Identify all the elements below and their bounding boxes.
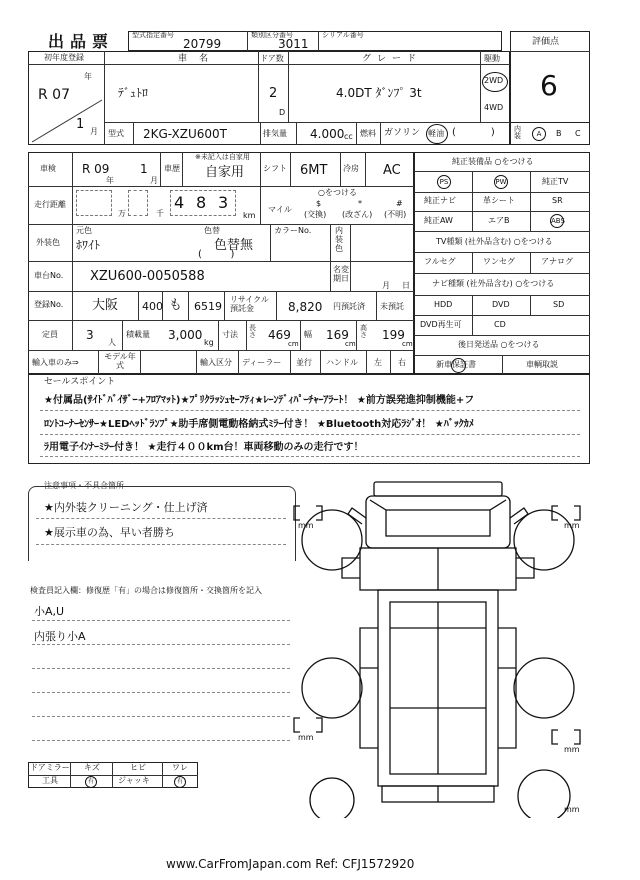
length-label: 長さ	[249, 324, 256, 339]
mileage-man: 万	[118, 209, 126, 218]
grade-value: 4.0DT ﾀﾞﾝﾌﾟ 3t	[336, 86, 422, 100]
new-car-warranty: 新車保証書	[436, 360, 476, 369]
shift-label: シフト	[263, 164, 287, 173]
vehicle-manual: 車輌取説	[526, 360, 558, 369]
width-value: 169	[326, 328, 349, 342]
equip-leather: 革シート	[483, 196, 515, 205]
class-number-label: 類別区分番号	[251, 31, 293, 39]
tire-unit-front-left: mm	[298, 521, 314, 530]
mile-label: マイル	[268, 205, 292, 214]
color-paren: ( )	[198, 249, 235, 260]
equip-pw: PW	[494, 175, 508, 189]
first-reg-month: 1	[76, 117, 85, 132]
sales-line-1: ★付属品(ｻｲﾄﾞﾊﾞｲｻﾞｰ+ﾌﾛｱﾏｯﾄ)★ﾌﾟﾘｸﾗｯｼｭｾｰﾌﾃｨ★ﾚｰﾝﾃﾞｨﾊﾟｰﾁｬｰｱﾗｰﾄ！ ★前方誤発進抑制機能+フ	[44, 395, 475, 406]
equip-standard-label: 純正装備品 ○をつける	[452, 157, 534, 166]
equip-tv: 純正TV	[542, 177, 569, 186]
equip-ps: PS	[437, 175, 451, 189]
tire-unit-rear-left: mm	[298, 733, 314, 742]
reg-area: 大阪	[92, 298, 119, 313]
tire-unit-front-right: mm	[564, 521, 580, 530]
warranty-circle	[451, 358, 466, 373]
sales-point-label: セールスポイント	[44, 377, 116, 387]
legend-scratch: キズ	[84, 763, 100, 772]
name-change-day: 日	[402, 281, 410, 290]
fuel-diesel: 軽油	[428, 129, 444, 138]
interior-b: B	[556, 129, 562, 138]
aircon-label: 冷房	[343, 164, 359, 173]
fuel-gasoline: ガソリン	[384, 128, 421, 138]
reg-class: 400	[142, 300, 163, 313]
equip-aw: 純正AW	[424, 216, 453, 225]
tire-unit-rear-right: mm	[564, 745, 580, 754]
mileage-digit-2: 8	[196, 193, 207, 212]
handle-left: 左	[374, 358, 382, 367]
mileage-digit-1: 4	[174, 193, 185, 212]
handle-right: 右	[398, 358, 406, 367]
footer-ref: www.CarFromJapan.com Ref: CFJ1572920	[166, 857, 415, 871]
mileage-unit: km	[243, 211, 256, 220]
name-change-month: 月	[382, 281, 390, 290]
navi-cd: CD	[494, 320, 506, 329]
dims-label: 寸法	[222, 330, 238, 339]
capacity-unit: 人	[108, 338, 116, 347]
length-unit: cm	[288, 340, 299, 348]
doors-value: 2	[269, 86, 278, 101]
displacement-value: 4.000	[310, 127, 345, 141]
reg-kana: も	[169, 298, 183, 313]
legend-broken: ワレ	[172, 763, 188, 772]
interior-a: A	[532, 127, 546, 141]
color-value: ﾎﾜｲﾄ	[76, 238, 101, 252]
tire-unit-spare: mm	[564, 805, 580, 814]
recycle-unit: 円預託済	[333, 302, 365, 311]
import-label: 輸入車のみ⇒	[32, 358, 79, 367]
sales-line-3: ﾗ用電子ｲﾝﾅｰﾐﾗｰ付き！ ★走行４００km台！車両移動のみの走行です！	[44, 442, 364, 453]
serial-number-label: シリアル番号	[322, 31, 364, 39]
load-label: 積載量	[126, 330, 150, 339]
color-change-value: 色替無	[214, 238, 254, 253]
tv-analog: アナログ	[541, 257, 573, 266]
width-unit: cm	[345, 340, 356, 348]
page-title: 出品票	[48, 32, 115, 51]
model-designation-value: 20799	[183, 37, 222, 51]
tv-fullseg: フルセグ	[424, 257, 456, 266]
recycle-unpaid: 未預託	[380, 302, 404, 311]
use-note: ※未記入は自家用	[195, 153, 250, 161]
rating-value: 6	[540, 69, 558, 102]
model-value: 2KG-XZU600T	[143, 127, 227, 141]
length-value: 469	[268, 328, 291, 342]
notes-line-2: ★展示車の為、早い者勝ち	[44, 526, 175, 539]
mileage-sen: 千	[156, 209, 164, 218]
import-class-label: 輸入区分	[200, 358, 232, 367]
shaken-label: 車検	[40, 164, 56, 173]
later-docs-label: 後日発送品 ○をつける	[458, 340, 540, 349]
load-unit: kg	[204, 338, 214, 347]
navi-sd: SD	[553, 300, 565, 309]
drive-4wd: 4WD	[484, 103, 504, 112]
mile-exchange-sym: $	[316, 199, 322, 208]
car-name-label: 車名	[178, 54, 221, 64]
inspector-label: 検査員記入欄：修復歴「有」の場合は修復箇所・交換箇所を記入	[30, 586, 262, 595]
navi-hdd: HDD	[434, 300, 453, 309]
width-label: 幅	[304, 330, 312, 339]
capacity-value: 3	[86, 328, 94, 342]
legend-crack: ヒビ	[130, 763, 146, 772]
reg-label: 登録No.	[34, 300, 64, 309]
first-reg-label: 初年度登録	[44, 53, 84, 62]
grade-label: グレード	[362, 54, 423, 64]
mile-tamper-sym: *	[358, 199, 362, 208]
interior-c: C	[575, 129, 581, 138]
mile-exchange: (交換)	[304, 210, 327, 219]
drive-2wd: 2WD	[484, 76, 504, 85]
mile-unknown: (不明)	[384, 210, 407, 219]
aircon-value: AC	[383, 163, 401, 178]
first-reg-era: R 07	[38, 87, 70, 103]
chassis-label: 車台No.	[34, 271, 64, 280]
interior-color-label: 内装色	[335, 226, 343, 253]
legend-jack-have: 有	[174, 776, 186, 788]
fuel-label: 燃料	[360, 129, 376, 138]
notes-bracket	[28, 486, 296, 561]
color-label: 外装色	[36, 238, 60, 247]
model-label: 型式	[108, 129, 124, 138]
first-reg-slash	[30, 98, 104, 144]
model-year-label: モデル年式	[104, 352, 136, 370]
interior-label: 内装	[514, 125, 521, 140]
reg-number: 6519	[194, 300, 222, 313]
equip-navi: 純正ナビ	[424, 196, 456, 205]
color-number-label: カラーNo.	[274, 226, 312, 235]
legend-door-mirror: ドアミラー	[30, 763, 70, 772]
height-unit: cm	[402, 340, 413, 348]
notes-label: 注意事項・不具合箇所	[44, 481, 124, 490]
mile-check-hint: ○をつける	[318, 188, 357, 197]
displacement-unit: cc	[344, 132, 353, 141]
mile-tamper: (改ざん)	[342, 210, 373, 219]
legend-jack: ジャッキ	[118, 776, 150, 785]
name-change-label: 名変期日	[333, 265, 349, 283]
dealer-label: ディーラー	[242, 358, 282, 367]
first-reg-year-unit: 年	[84, 72, 92, 81]
parallel-label: 並行	[296, 358, 312, 367]
mileage-label: 走行距離	[34, 200, 66, 209]
inspector-line-1: 小A,U	[34, 605, 65, 618]
tv-oneseg: ワンセグ	[483, 257, 515, 266]
mileage-digit-3: 3	[218, 193, 229, 212]
load-value: 3,000	[168, 328, 203, 342]
fuel-bracket: ( )	[452, 127, 495, 138]
orig-color-label: 元色	[76, 226, 92, 235]
equip-sr: SR	[552, 196, 563, 205]
car-name-value: ﾃﾞｭﾄﾛ	[118, 86, 149, 100]
tv-type-label: TV種類 (社外品含む) ○をつける	[436, 237, 553, 246]
shaken-value: R 09	[82, 162, 110, 176]
navi-dvd: DVD	[492, 300, 510, 309]
height-value: 199	[382, 328, 405, 342]
shift-value: 6MT	[300, 163, 328, 178]
class-number-value: 3011	[278, 37, 309, 51]
use-label: 車歴	[164, 164, 180, 173]
drive-label: 駆動	[484, 54, 500, 63]
doors-sub: D	[279, 108, 286, 117]
dvd-player: DVD再生可	[420, 320, 462, 329]
capacity-label: 定員	[42, 330, 58, 339]
shaken-month-unit: 月	[150, 176, 158, 185]
legend-tools-have: 有	[85, 776, 97, 788]
shaken-month: 1	[140, 162, 148, 176]
truck-diagram	[290, 478, 600, 818]
mile-unknown-sym: #	[396, 199, 403, 208]
height-label: 高さ	[360, 324, 367, 339]
legend-tools: 工具	[42, 776, 58, 785]
handle-label: ハンドル	[326, 358, 358, 367]
model-designation-label: 型式指定番号	[132, 31, 174, 39]
equip-abs: ABS	[550, 214, 564, 228]
rating-label: 評価点	[532, 37, 560, 47]
inspector-line-2: 内張り小A	[34, 630, 86, 643]
chassis-value: XZU600-0050588	[90, 269, 205, 284]
color-change-label: 色替	[204, 226, 220, 235]
shaken-year-unit: 年	[106, 176, 114, 185]
recycle-value: 8,820	[288, 300, 323, 314]
equip-airbag: エアB	[488, 216, 510, 225]
use-value: 自家用	[205, 165, 245, 180]
doors-label: ドア数	[260, 54, 284, 63]
sales-line-2: ﾛﾝﾄｺｰﾅｰｾﾝｻｰ★LEDﾍｯﾄﾞﾗﾝﾌﾟ★助手席側電動格納式ﾐﾗｰ付き！ ★Bluetooth対応ﾗｼﾞｵ！ ★ﾊﾞｯｸｶﾒ	[44, 419, 474, 430]
recycle-label: リサイクル預託金	[230, 295, 269, 313]
navi-type-label: ナビ種類 (社外品含む) ○をつける	[432, 279, 555, 288]
displacement-label: 排気量	[263, 129, 287, 138]
notes-line-1: ★内外装クリーニング・仕上げ済	[44, 501, 208, 514]
first-reg-month-unit: 月	[90, 127, 98, 136]
